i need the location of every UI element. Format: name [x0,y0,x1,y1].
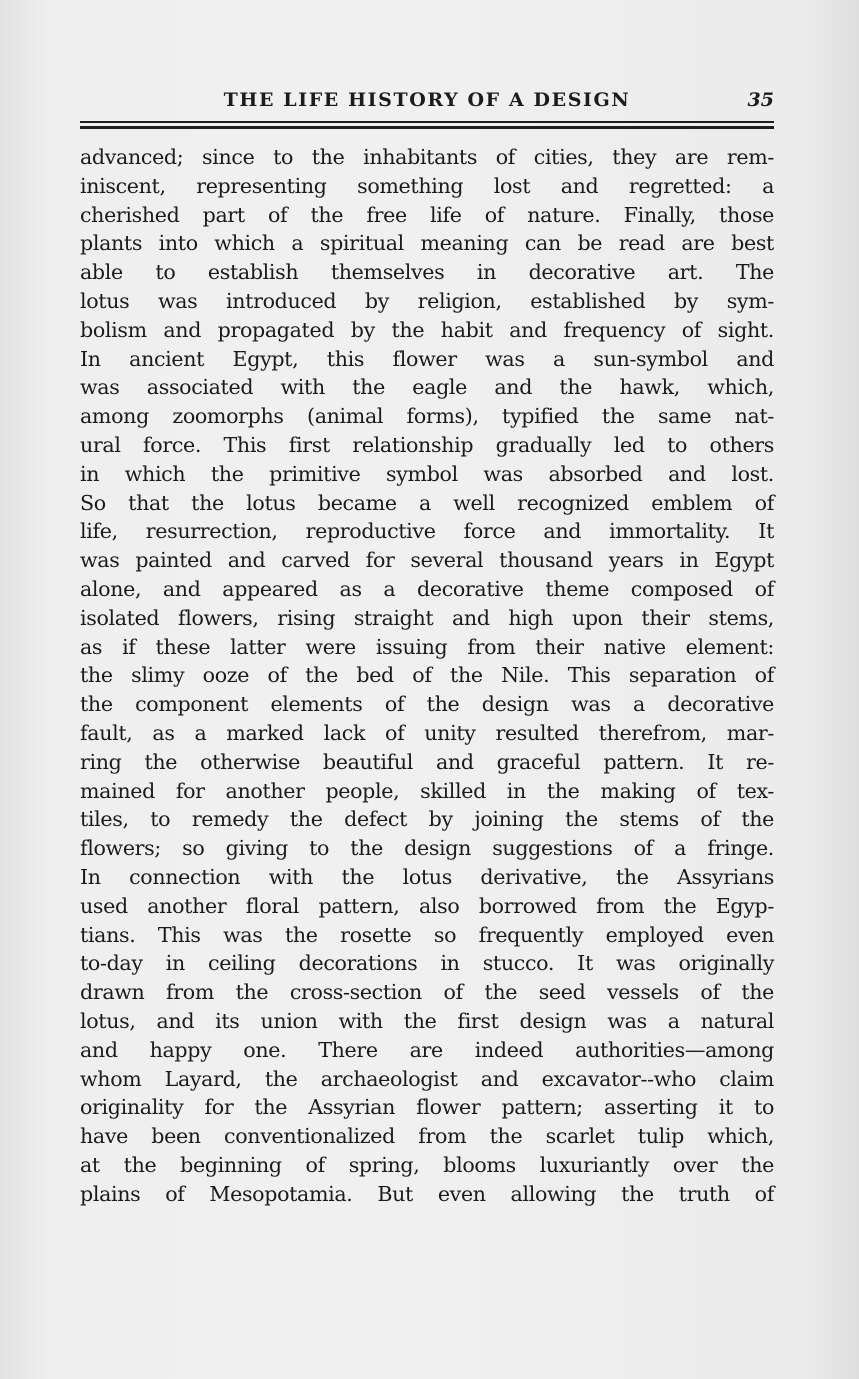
text-line: ring the otherwise beautiful and graceful pattern. It re- [80,749,774,774]
text-line: originality for the Assyrian flower pattern; asserting it to [80,1095,774,1120]
text-line: life, resurrection, reproductive force and immortality. It [80,519,774,544]
text-line: lotus, and its union with the first design was a natural [80,1008,774,1033]
text-line: the slimy ooze of the bed of the Nile. This separation of [80,663,774,688]
text-line: flowers; so giving to the design suggestions of a fringe. [80,836,774,861]
text-line: mained for another people, skilled in the making of tex- [80,778,774,803]
text-line: tiles, to remedy the defect by joining the stems of the [80,807,774,832]
text-line: In connection with the lotus derivative, the Assyrians [80,864,774,889]
text-line: as if these latter were issuing from their native element: [80,634,774,659]
text-line: was associated with the eagle and the hawk, which, [80,375,774,400]
text-line: In ancient Egypt, this flower was a sun-symbol and [80,346,774,371]
text-line: have been conventionalized from the scarlet tulip which, [80,1124,774,1149]
text-line: among zoomorphs (animal forms), typified the same nat- [80,404,774,429]
text-line: advanced; since to the inhabitants of cities, they are rem- [80,145,774,169]
header-rule-double [80,126,774,129]
text-line: at the beginning of spring, blooms luxuriantly over the [80,1152,774,1177]
text-line: and happy one. There are indeed authorities—among [80,1037,774,1062]
text-line: lotus was introduced by religion, established by sym- [80,288,774,313]
text-line: isolated flowers, rising straight and high upon their stems, [80,605,774,630]
text-line: tians. This was the rosette so frequently employed even [80,922,774,947]
running-title: THE LIFE HISTORY OF A DESIGN [223,89,631,111]
text-line: cherished part of the free life of nature. Finally, those [80,202,774,227]
text-line: was painted and carved for several thousand years in Egypt [80,548,774,573]
body-text [80,143,774,1208]
text-line: able to establish themselves in decorative art. The [80,260,774,285]
text-line: in which the primitive symbol was absorbed and lost. [80,461,774,486]
text-line: whom Layard, the archaeologist and excavator--who claim [80,1066,774,1091]
text-line: plants into which a spiritual meaning can be read are best [80,231,774,256]
running-head [80,86,774,116]
text-line: drawn from the cross-section of the seed vessels of the [80,980,774,1005]
text-line: So that the lotus became a well recognized emblem of [80,490,774,515]
text-line: ural force. This first relationship gradually led to others [80,432,774,457]
text-line: fault, as a marked lack of unity resulted therefrom, mar- [80,720,774,745]
header-rule [80,121,774,123]
text-line: to-day in ceiling decorations in stucco. It was originally [80,951,774,976]
text-line: plains of Mesopotamia. But even allowing the truth of [80,1181,774,1206]
text-line: bolism and propagated by the habit and frequency of sight. [80,317,774,342]
text-line: used another floral pattern, also borrowed from the Egyp- [80,893,774,918]
text-line: the component elements of the design was a decorative [80,692,774,717]
text-line: alone, and appeared as a decorative theme composed of [80,576,774,601]
page-number: 35 [747,89,774,111]
text-line: iniscent, representing something lost and regretted: a [80,173,774,198]
